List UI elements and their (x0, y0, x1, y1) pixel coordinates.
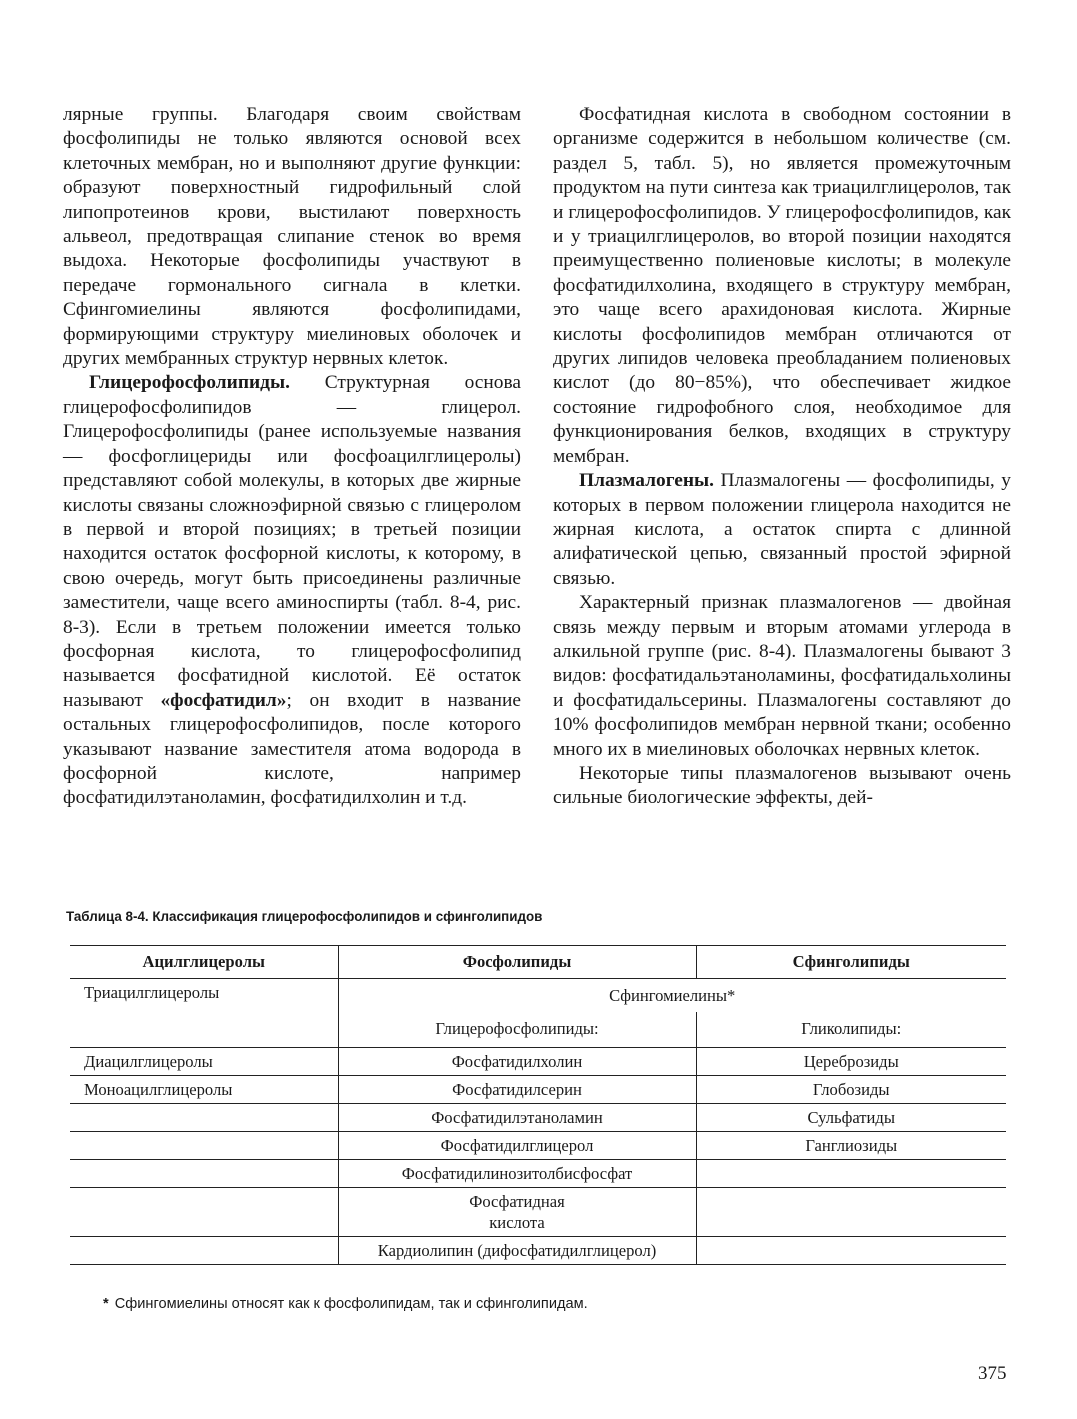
paragraph: Некоторые типы плазмалогенов вызывают очень сильные биологические эффекты, дей- (553, 762, 1011, 809)
table-cell (696, 1188, 1006, 1237)
table-cell-sphingomyelins: Сфингомиелины* (338, 979, 1006, 1013)
table-cell: Глобозиды (696, 1076, 1006, 1104)
table-header-row (70, 946, 1006, 979)
footnote-marker: * (103, 1296, 109, 1312)
right-column (553, 103, 1011, 811)
term-phosphatidyl: «фосфатидил» (160, 689, 287, 711)
term-plasmalogens: Плазмалогены. (579, 470, 715, 492)
paragraph-text: Структурная основа глицерофосфолипидов — глицерол. Глицерофосфолипиды (ранее используемые названия — фосфоглицериды или фосфоацилглицеролы) представляют собой молекулы, в которых две жирные кислоты связаны сложноэфирной связью с глицеролом в первой и второй позициях; в третьей позиции находится остаток фосфорной кислоты, к которому, в свою очередь, могут быть присоединены различные заместители, чаще всего аминоспирты (табл. 8-4, рис. 8-3). Если в третьем положении имеется только фосфорная кислота, то глицерофосфолипид называется фосфатидной кислотой. Её остаток называют (63, 372, 521, 711)
cell-line: Фосфатидная (469, 1192, 565, 1211)
table-cell: Гликолипиды: (696, 1012, 1006, 1048)
table-cell: Триацилглицеролы (84, 983, 220, 1002)
table-cell: Фосфатидилсерин (338, 1076, 696, 1104)
table-cell: Ганглиозиды (696, 1132, 1006, 1160)
table-cell: Кардиолипин (дифосфатидилглицерол) (338, 1237, 696, 1265)
table-cell: Фосфатидилглицерол (338, 1132, 696, 1160)
table-cell: Диацилглицеролы (70, 1048, 338, 1076)
table-cell: Цереброзиды (696, 1048, 1006, 1076)
paragraph-text: Плазмалогены — фосфолипиды, у которых в первом положении глицерола находится не жирная кислота, а остаток спирта с длинной алифатической цепью, связанный простой эфирной связью. (553, 470, 1011, 589)
term-glycerophospholipids: Глицерофосфолипиды. (89, 372, 290, 394)
paragraph: лярные группы. Благодаря своим свойствам фосфолипиды не только являются основой всех клеточных мембран, но и выполняют другие функции: образуют поверхностный гидрофильный слой липопротеинов крови, выстилают поверхность альвеол, предотвращая слипание стенок во время выдоха. Некоторые фосфолипиды участвуют в передаче гормонального сигнала в клетки. Сфингомиелины являются фосфолипидами, формирующими структуру миелиновых оболочек и других мембранных структур нервных клеток. (63, 104, 521, 370)
table-cell: Фосфатидилинозитолбисфосфат (338, 1160, 696, 1188)
paragraph (63, 371, 521, 810)
page-number: 375 (978, 1363, 1007, 1384)
table-cell: Глицерофосфолипиды: (338, 1012, 696, 1048)
table-cell: Сульфатиды (696, 1104, 1006, 1132)
paragraph (553, 469, 1011, 591)
table-row (70, 1048, 1006, 1076)
table-cell: Фосфатидилхолин (338, 1048, 696, 1076)
table-cell: Моноацилглицеролы (70, 1076, 338, 1104)
table-row (70, 1237, 1006, 1265)
footnote-text: Сфингомиелины относят как к фосфолипидам, так и сфинголипидам. (114, 1296, 588, 1312)
table-row (70, 1104, 1006, 1132)
table-cell (70, 1188, 338, 1237)
table-cell: Фосфатидилэтаноламин (338, 1104, 696, 1132)
table-row (70, 1160, 1006, 1188)
classification-table (70, 945, 1006, 1265)
header-phospholipids: Фосфолипиды (338, 946, 696, 979)
table-row (70, 1188, 1006, 1237)
paragraph-text: ; он входит в название остальных глицерофосфолипидов, после которого указывают название заместителя атома водорода в фосфорной кислоте, например фосфатидилэтаноламин, фосфатидилхолин и т.д. (63, 689, 521, 809)
table-row (70, 1076, 1006, 1104)
left-column (63, 103, 521, 811)
table-row (70, 979, 1006, 1013)
table-cell (70, 1104, 338, 1132)
table-cell (696, 1237, 1006, 1265)
paragraph: Характерный признак плазмалогенов — двойная связь между первым и вторым атомами углерода в алкильной группе (рис. 8-4). Плазмалогены бывают 3 видов: фосфатидальэтаноламины, фосфатидальхолины и фосфатидальсерины. Плазмалогены составляют до 10% фосфолипидов мембран нервной ткани; особенно много их в миелиновых оболочках нервных клеток. (553, 592, 1011, 760)
paragraph: Фосфатидная кислота в свободном состоянии в организме содержится в небольшом количестве (см. раздел 5, табл. 5), но является промежуточным продуктом на пути синтеза как триацилглицеролов, так и глицерофосфолипидов. У глицерофосфолипидов, как и у триацилглицеролов, во второй позиции находятся преимущественно полиеновые кислоты; в молекуле фосфатидилхолина, входящего в структуру мембран, это чаще всего арахидоновая кислота. Жирные кислоты фосфолипидов мембран отличаются от других липидов человека преобладанием полиеновых кислот (до 80−85%), что обеспечивает жидкое состояние гидрофобного слоя, необходимое для функционирования белков, входящих в структуру мембран. (553, 104, 1011, 467)
table-cell (696, 1160, 1006, 1188)
table-caption: Таблица 8-4. Классификация глицерофосфолипидов и сфинголипидов (66, 909, 543, 924)
table-cell (70, 1132, 338, 1160)
table-row (70, 1132, 1006, 1160)
header-acylglycerols: Ацилглицеролы (70, 946, 338, 979)
table-cell (338, 1188, 696, 1237)
cell-line: кислота (489, 1213, 545, 1232)
table-footnote (103, 1296, 588, 1312)
table-cell (70, 1160, 338, 1188)
table-cell (70, 1237, 338, 1265)
header-sphingolipids: Сфинголипиды (696, 946, 1006, 979)
